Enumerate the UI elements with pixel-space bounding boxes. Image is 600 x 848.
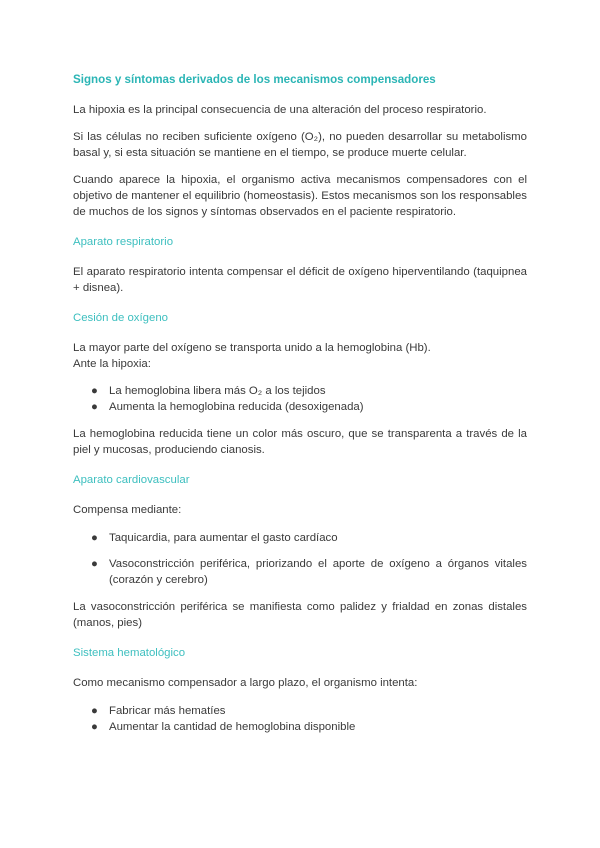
section-heading-cardiovascular: Aparato cardiovascular (73, 474, 190, 486)
list-item: ● Taquicardia, para aumentar el gasto cardíaco (91, 532, 338, 544)
document-content (73, 72, 527, 746)
bullet-icon: ● (91, 558, 98, 570)
list-item: ● Fabricar más hematíes (91, 705, 226, 717)
hematologico-intro: Como mecanismo compensador a largo plazo, el organismo intenta: (73, 677, 418, 689)
cesion-line-1: La mayor parte del oxígeno se transporta unido a la hemoglobina (Hb). (73, 342, 431, 354)
list-item: ● Vasoconstricción periférica, priorizando el aporte de oxígeno a órganos vitales (corazón y cerebro) (91, 558, 527, 586)
cesion-after-paragraph: La hemoglobina reducida tiene un color más oscuro, que se transparenta a través de la piel y mucosas, produciendo cianosis. (73, 428, 527, 456)
page-title: Signos y síntomas derivados de los mecanismos compensadores (73, 73, 436, 86)
cesion-bullet-list (73, 383, 527, 415)
hematologico-bullet-list (73, 703, 527, 735)
section-heading-respiratorio: Aparato respiratorio (73, 236, 174, 248)
bullet-icon: ● (91, 532, 98, 544)
bullet-icon: ● (91, 705, 98, 717)
cardiovascular-after-paragraph: La vasoconstricción periférica se manifiesta como palidez y frialdad en zonas distales (manos, pies) (73, 601, 527, 629)
list-item: ● Aumenta la hemoglobina reducida (desoxigenada) (91, 401, 364, 413)
bullet-icon: ● (91, 385, 98, 397)
list-item: ● La hemoglobina libera más O₂ a los tejidos (91, 385, 326, 397)
respiratorio-paragraph: El aparato respiratorio intenta compensar el déficit de oxígeno hiperventilando (taquipnea + disnea). (73, 266, 527, 294)
cells-paragraph: Si las células no reciben suficiente oxígeno (O₂), no pueden desarrollar su metabolismo basal y, si esta situación se mantiene en el tiempo, se produce muerte celular. (73, 131, 527, 159)
bullet-icon: ● (91, 721, 98, 733)
cardiovascular-intro: Compensa mediante: (73, 504, 182, 516)
compensation-paragraph: Cuando aparece la hipoxia, el organismo activa mecanismos compensadores con el objetivo de mantener el equilibrio (homeostasis). Estos mecanismos son los responsables de muchos de los signos y síntomas observados en el paciente respiratorio. (73, 174, 527, 218)
bullet-icon: ● (91, 401, 98, 413)
section-heading-hematologico: Sistema hematológico (73, 647, 186, 659)
section-heading-cesion: Cesión de oxígeno (73, 312, 168, 324)
cesion-line-2: Ante la hipoxia: (73, 358, 151, 370)
intro-paragraph: La hipoxia es la principal consecuencia de una alteración del proceso respiratorio. (73, 104, 487, 116)
list-item: ● Aumentar la cantidad de hemoglobina disponible (91, 721, 356, 733)
cardiovascular-bullet-list (73, 530, 527, 588)
